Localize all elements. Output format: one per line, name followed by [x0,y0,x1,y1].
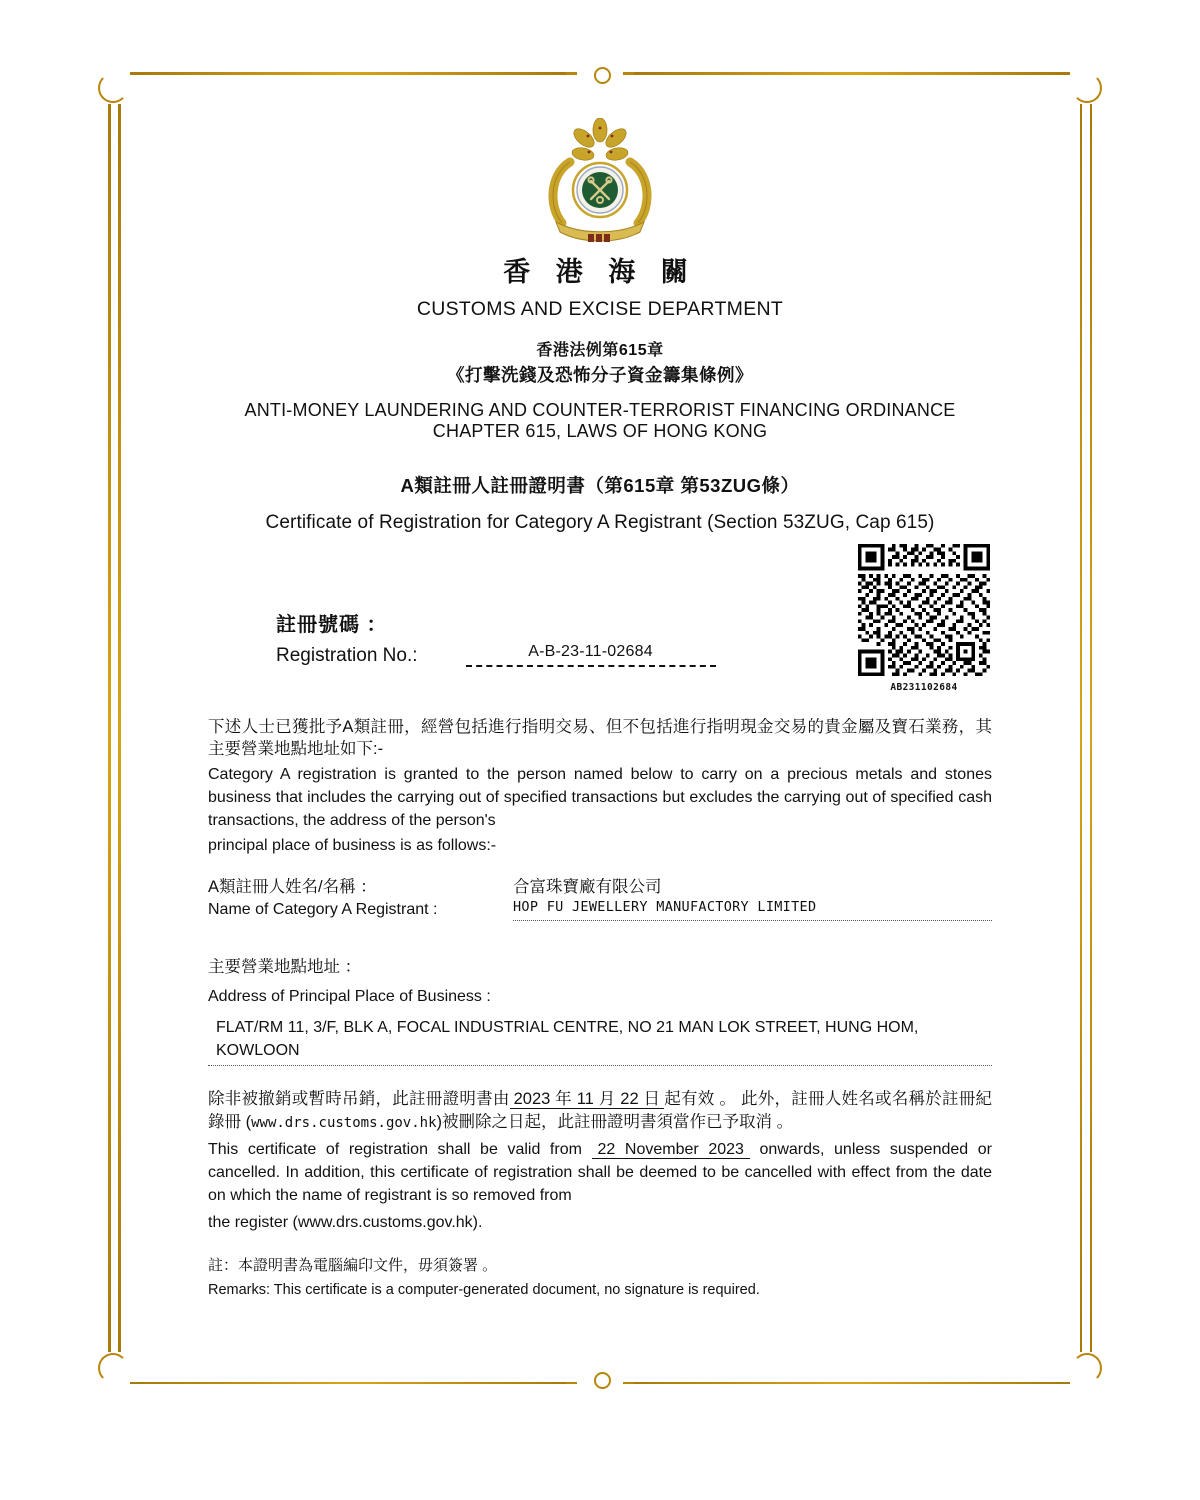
header-block [0,255,1200,534]
certificate-title-zh: A類註冊人註冊證明書（第615章 第53ZUG條） [400,475,800,497]
validity-paragraph-zh [208,1088,992,1134]
validity-zh-part3: )被刪除之日起，此註冊證明書須當作已予取消 。 [436,1112,794,1131]
department-name-en: CUSTOMS AND EXCISE DEPARTMENT [416,298,784,321]
border-top-dash-left [566,72,577,75]
qr-code-block [854,540,994,693]
remarks-zh: 註：本證明書為電腦編印文件，毋須簽署 。 [208,1257,498,1274]
border-bottom-dash-right [623,1382,634,1385]
ordinance-title-zh: 《打擊洗錢及恐怖分子資金籌集條例》 [447,365,753,386]
remarks-block [208,1255,992,1301]
border-bottom-ring-ornament-icon [594,1372,611,1389]
validity-paragraph-en-last: the register (www.drs.customs.gov.hk). [208,1214,483,1232]
address-value: FLAT/RM 11, 3/F, BLK A, FOCAL INDUSTRIAL CENTRE, NO 21 MAN LOK STREET, HUNG HOM, KOWLOON [208,1016,992,1066]
certificate-title-en: Certificate of Registration for Category A Registrant (Section 53ZUG, Cap 615) [265,512,935,534]
validity-zh-part1: 除非被撤銷或暫時吊銷，此註冊證明書由 [208,1090,510,1108]
department-name-zh: 香 港 海 關 [503,257,697,287]
intro-paragraph-en: Category A registration is granted to the person named below to carry on a precious metals and stones business that includes the carrying out of specified transactions but excludes the carrying out of specified cash transactions, the address of the person's [208,765,992,829]
intro-paragraph-block [208,716,992,857]
registration-label-en: Registration No.: [276,645,418,666]
registrant-name-value-en: HOP FU JEWELLERY MANUFACTORY LIMITED [513,899,817,916]
registrant-name-label-en: Name of Category A Registrant : [208,901,438,919]
ordinance-title-en-line1: ANTI-MONEY LAUNDERING AND COUNTER-TERRORIST FINANCING ORDINANCE [244,400,956,421]
ordinance-chapter-zh: 香港法例第615章 [536,342,664,360]
registrant-name-label-zh: A類註冊人姓名/名稱 ： [208,878,377,896]
registrant-name-labels [208,876,508,921]
validity-block [208,1088,992,1234]
validity-paragraph-en [208,1138,992,1208]
crest-container [0,118,1200,248]
address-field [208,955,992,1066]
registrant-name-field [208,876,992,921]
validity-en-part1: This certificate of registration shall be valid from [208,1140,582,1158]
registration-number-block [276,608,716,667]
registration-number-value: A-B-23-11-02684 [528,643,653,660]
border-bottom-left-segment [130,1382,570,1385]
qr-code-icon[interactable] [854,540,994,680]
border-top-ring-ornament-icon [594,67,611,84]
registration-row [276,643,716,667]
validity-date-en: 22 November 2023 [592,1141,750,1159]
registration-label-zh: 註冊號碼 ： [276,614,388,636]
border-top-dash-right [623,72,634,75]
border-corner-curl-bottom-right-icon [1072,1353,1102,1383]
border-corner-curl-bottom-left-icon [98,1353,128,1383]
hk-customs-emblem-icon [536,118,664,248]
intro-paragraph-zh: 下述人士已獲批予A類註冊，經營包括進行指明交易、但不包括進行指明現金交易的貴金屬及寶石業務，其主要營業地點地址如下:- [208,718,992,759]
border-top-left-segment [130,72,570,75]
qr-code-caption: AB231102684 [890,682,958,693]
validity-zh-part2: 起有效 。 此外，註冊人姓名或名稱於註冊紀錄冊 ( [208,1090,993,1131]
border-bottom-dash-left [566,1382,577,1385]
validity-register-url-zh[interactable]: www.drs.customs.gov.hk [251,1114,437,1131]
border-top-right-segment [630,72,1070,75]
border-corner-curl-top-right-icon [1072,73,1102,103]
registration-value-field [466,643,716,667]
address-label-zh: 主要營業地點地址 ： [208,958,362,976]
intro-paragraph-en-last: principal place of business is as follows:- [208,837,497,855]
ordinance-title-en-line2: CHAPTER 615, LAWS OF HONG KONG [432,421,768,442]
registrant-name-values [513,876,992,921]
address-label-en: Address of Principal Place of Business : [208,987,491,1005]
validity-en-part2: onwards, unless suspended or cancelled. In addition, this certificate of registration shall be deemed to be cancelled with effect from the date on which the name of registrant is so removed from [208,1140,992,1204]
remarks-en: Remarks: This certificate is a computer-generated document, no signature is required. [208,1281,760,1298]
border-bottom-right-segment [630,1382,1070,1385]
border-corner-curl-top-left-icon [98,73,128,103]
registrant-name-value-zh: 合富珠寶廠有限公司 [513,878,662,896]
validity-date-zh: 2023 年 11 月 22 日 [510,1090,665,1109]
